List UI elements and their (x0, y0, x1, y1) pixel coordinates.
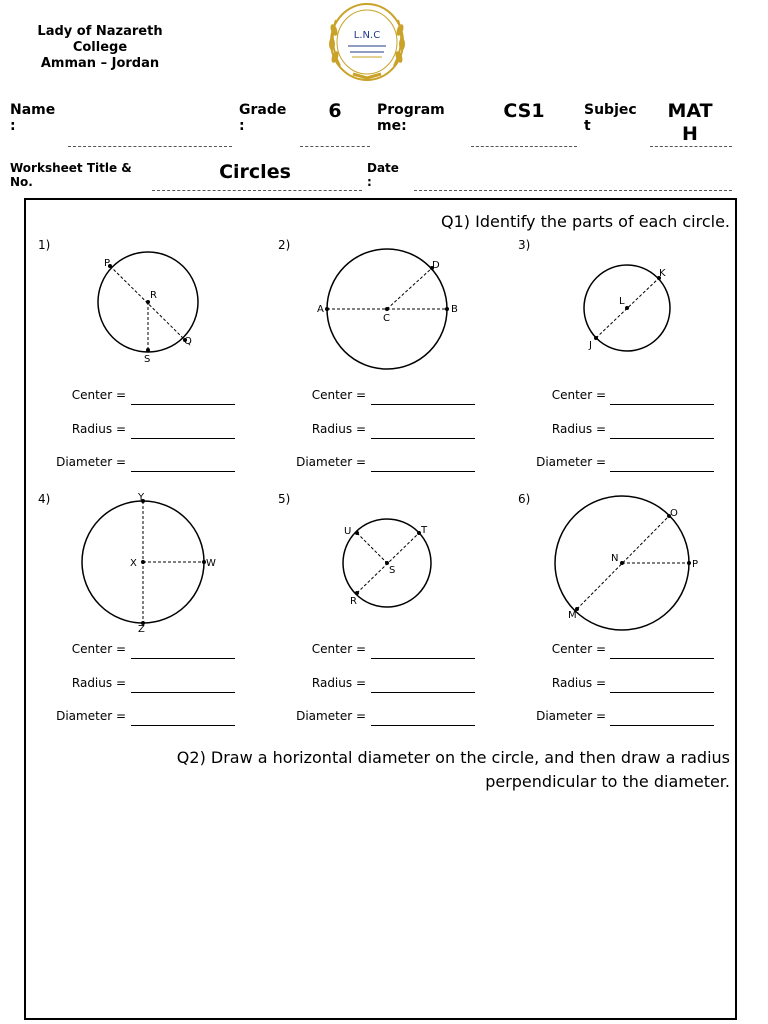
point-label: P (104, 258, 111, 269)
radius-label: Radius = (71, 676, 126, 690)
center-label: Center = (311, 642, 366, 656)
q2-line: perpendicular to the diameter. (485, 772, 730, 791)
point-label: L (619, 296, 625, 307)
center-label: Center = (551, 642, 606, 656)
subject-label-cont: t (584, 118, 591, 134)
point-label: O (670, 508, 678, 519)
name-label: Name (10, 102, 56, 118)
point-label: B (451, 304, 458, 315)
school-name-line: College (72, 40, 128, 55)
figure-number: 6) (518, 492, 531, 506)
program-label: Program (377, 102, 445, 118)
q2-line: Q2) Draw a horizontal diameter on the circle, and then draw a radius (176, 748, 730, 767)
radius-label: Radius = (311, 422, 366, 436)
point-label: S (389, 565, 396, 576)
point-label: X (130, 558, 137, 569)
point-label: T (421, 525, 428, 536)
diameter-label: Diameter = (296, 455, 366, 469)
diameter-label: Diameter = (56, 455, 126, 469)
worksheet-title-value: Circles (219, 161, 291, 183)
point-label: U (344, 526, 352, 537)
center-answer-5[interactable] (371, 658, 475, 659)
radius-answer-6[interactable] (610, 692, 714, 693)
radius-label: Radius = (71, 422, 126, 436)
date-label: Date (367, 161, 399, 175)
point-label: R (150, 290, 157, 301)
diameter-answer-1[interactable] (131, 471, 235, 472)
center-answer-6[interactable] (610, 658, 714, 659)
point-label: N (611, 553, 619, 564)
q2-text (60, 746, 730, 794)
figure-2 (278, 238, 458, 369)
point-label: M (568, 610, 577, 621)
figure-number: 5) (278, 492, 291, 506)
logo-text: L.N.C (353, 30, 381, 41)
program-label-cont: me: (377, 118, 407, 134)
diameter-label: Diameter = (536, 455, 606, 469)
subject-value: MAT (667, 100, 713, 122)
figure-4 (38, 492, 216, 635)
figure-number: 4) (38, 492, 51, 506)
school-name-line: Amman – Jordan (40, 56, 160, 71)
figure-number: 1) (38, 238, 51, 252)
radius-answer-1[interactable] (131, 438, 235, 439)
center-label: Center = (551, 388, 606, 402)
point-label: Y (138, 492, 145, 503)
figure-number: 3) (518, 238, 531, 252)
q1-title: Q1) Identify the parts of each circle. (441, 212, 730, 231)
diameter-answer-2[interactable] (371, 471, 475, 472)
center-answer-1[interactable] (131, 404, 235, 405)
grade-colon: : (239, 118, 245, 134)
point-label: K (659, 268, 666, 279)
center-answer-3[interactable] (610, 404, 714, 405)
q2-drawing-area[interactable] (40, 800, 720, 1000)
date-colon: : (367, 175, 372, 189)
grade-value: 6 (328, 100, 342, 122)
grade-label: Grade (239, 102, 287, 118)
diameter-answer-3[interactable] (610, 471, 714, 472)
radius-answer-3[interactable] (610, 438, 714, 439)
radius-label: Radius = (311, 676, 366, 690)
radius-answer-2[interactable] (371, 438, 475, 439)
point-label: C (383, 313, 390, 324)
point-label: W (206, 558, 216, 569)
program-value: CS1 (503, 100, 545, 122)
diameter-label: Diameter = (56, 709, 126, 723)
worksheet-title-label-cont: No. (10, 175, 33, 189)
point-label: R (350, 596, 357, 607)
center-answer-2[interactable] (371, 404, 475, 405)
diameter-answer-6[interactable] (610, 725, 714, 726)
worksheet-title-label: Worksheet Title & (10, 161, 132, 175)
school-name-line: Lady of Nazareth (37, 24, 163, 39)
point-label: P (692, 559, 699, 570)
figure-1 (38, 238, 198, 365)
radius-answer-4[interactable] (131, 692, 235, 693)
point-label: Q (184, 336, 192, 347)
subject-label: Subjec (584, 102, 637, 118)
center-answer-4[interactable] (131, 658, 235, 659)
point-label: J (589, 340, 592, 351)
point-label: Z (138, 624, 145, 635)
figure-3 (518, 238, 670, 351)
point-label: D (432, 260, 440, 271)
name-colon: : (10, 118, 16, 134)
subject-value-cont: H (682, 123, 698, 145)
center-label: Center = (71, 388, 126, 402)
radius-label: Radius = (551, 676, 606, 690)
figure-6 (518, 492, 698, 630)
figure-number: 2) (278, 238, 291, 252)
figure-5 (278, 492, 431, 607)
diameter-answer-5[interactable] (371, 725, 475, 726)
center-label: Center = (71, 642, 126, 656)
point-label: S (144, 354, 151, 365)
diameter-label: Diameter = (536, 709, 606, 723)
center-label: Center = (311, 388, 366, 402)
radius-answer-5[interactable] (371, 692, 475, 693)
diameter-answer-4[interactable] (131, 725, 235, 726)
radius-label: Radius = (551, 422, 606, 436)
point-label: A (317, 304, 324, 315)
diameter-label: Diameter = (296, 709, 366, 723)
